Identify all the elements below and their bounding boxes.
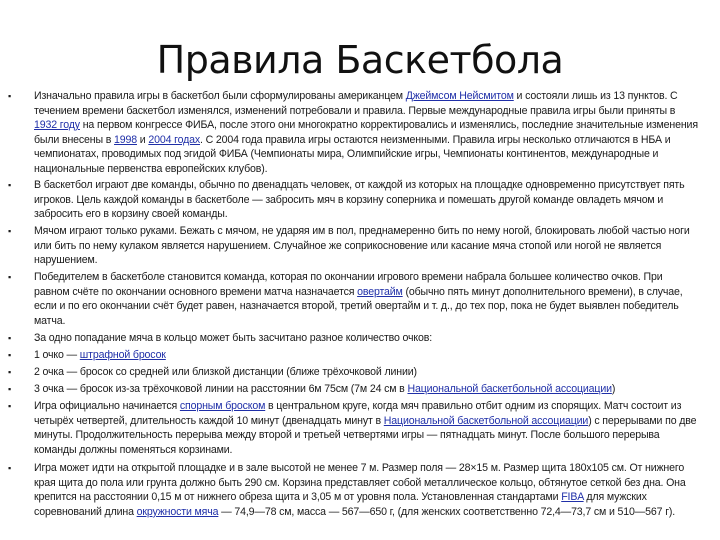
text-segment: в центральном круге, когда мяч правильно отбит одним из спорящих. Матч состоит из четырёх четвертей, длительность каждой 10 минут (двенадцать минут в <box>34 400 682 427</box>
text-segment: Изначально правила игры в баскетбол были сформулированы американцем <box>34 90 406 102</box>
text-link[interactable]: окружности мяча <box>136 505 219 518</box>
text-segment: 2 очка — бросок со средней или близкой дистанции (ближе трёхочковой линии) <box>34 366 417 378</box>
text-link[interactable]: 1932 году <box>34 119 80 132</box>
bullet-icon: ▪ <box>8 91 12 101</box>
text-segment: В баскетбол играют две команды, обычно по двенадцать человек, от каждой из которых на площадке одновременно присутствует пять игроков. Цель каждой команды в баскетболе — забросить мяч в корзину соперника и помешать другой команде овладеть мячом и забросить его в корзину своей команды. <box>34 179 685 221</box>
text-link[interactable]: Джеймсом Нейсмитом <box>405 90 514 102</box>
list-item <box>8 348 700 363</box>
text-segment: Игра может идти на открытой площадке и в зале высотой не менее 7 м. Размер поля — 28×15 м. Размер щита 180х105 см. От нижнего края щита до пола или грунта должно быть 290 см. Корзина представляет собой металлическое кольцо, обтянутое сеткой без дна. Она крепится на расстоянии 0,15 м от нижнего обреза щита и 3,05 м от уровня пола. Установленная стандартами <box>34 462 686 504</box>
text-segment: Игра официально начинается <box>34 400 180 412</box>
list-item <box>8 331 700 346</box>
list-item <box>8 461 700 519</box>
bullet-icon: ▪ <box>8 180 12 190</box>
text-segment: для мужских соревнований длина <box>34 491 647 518</box>
text-segment: и состояли лишь из 13 пунктов. С течением времени баскетбол изменялся, изменений потребовали и правила. Первые международные правила игры были приняты в <box>34 90 678 117</box>
text-segment: 1 очко — <box>34 349 80 361</box>
text-link[interactable]: FIBA <box>561 491 584 504</box>
text-link[interactable]: Национальной баскетбольной ассоциации <box>407 383 612 395</box>
text-segment: . С 2004 года правила игры остаются неизменными. Правила игры несколько отличаются в НБА и чемпионатах, проводимых под эгидой ФИБА (Чемпионаты мира, Олимпийские игры, Чемпионаты континентов, международные и национальные первенства европейских клубов). <box>34 133 671 175</box>
bullet-icon: ▪ <box>8 350 12 360</box>
list-item <box>8 178 700 222</box>
bullet-icon: ▪ <box>8 333 12 343</box>
bullet-icon: ▪ <box>8 384 12 394</box>
slide-title: Правила Баскетбола <box>156 38 564 82</box>
text-segment: ) <box>611 383 616 395</box>
text-segment: Победителем в баскетболе становится команда, которая по окончании игрового времени набрала большее количество очков. При равном счёте по окончании основного времени матча назначается <box>34 271 663 298</box>
bullet-icon: ▪ <box>8 272 12 282</box>
list-item <box>8 270 700 328</box>
text-link[interactable]: 1998 <box>114 133 137 146</box>
list-item <box>8 224 700 268</box>
text-link[interactable]: Национальной баскетбольной ассоциации <box>383 414 589 427</box>
list-item <box>8 89 700 177</box>
list-item <box>8 399 700 457</box>
text-segment: на первом конгрессе ФИБА, после этого они многократно корректировались и изменялись, последние значительные изменения были внесены в <box>34 119 698 146</box>
bullet-icon: ▪ <box>8 401 12 411</box>
bullet-icon: ▪ <box>8 463 12 473</box>
bullet-icon: ▪ <box>8 367 12 377</box>
text-segment: ) с перерывами по две минуты. Продолжительность перерыва между второй и третьей четвертями игры — пятнадцать минут. После большого перерыва команды должны поменяться корзинами. <box>34 414 697 456</box>
text-link[interactable]: спорным броском <box>179 400 266 412</box>
text-segment: (обычно пять минут дополнительного времени), в случае, если и по его окончании счёт будет равен, назначается второй, третий овертайм и т. д., до тех пор, пока не будет выявлен победитель матча. <box>34 285 683 327</box>
list-item <box>8 382 700 397</box>
text-segment: 3 очка — бросок из-за трёхочковой линии на расстоянии 6м 75см (7м 24 см в <box>34 383 408 395</box>
text-link[interactable]: овертайм <box>357 285 403 298</box>
list-item <box>8 365 700 380</box>
text-segment: и <box>136 133 149 146</box>
text-segment: Мячом играют только руками. Бежать с мячом, не ударяя им в пол, преднамеренно бить по нему ногой, блокировать любой частью ноги или бить по нему кулаком является нарушением. Случайное же соприкосновение или касание мяча стопой или ногой не является нарушением. <box>34 225 690 267</box>
text-link[interactable]: 2004 годах <box>148 133 201 146</box>
text-segment: За одно попадание мяча в кольцо может быть засчитано разное количество очков: <box>34 332 433 344</box>
text-segment: — 74,9—78 см, масса — 567—650 г, (для женских соответственно 72,4—73,7 см и 510—567 г). <box>218 505 676 518</box>
text-link[interactable]: штрафной бросок <box>79 349 166 361</box>
bullet-icon: ▪ <box>8 226 12 236</box>
